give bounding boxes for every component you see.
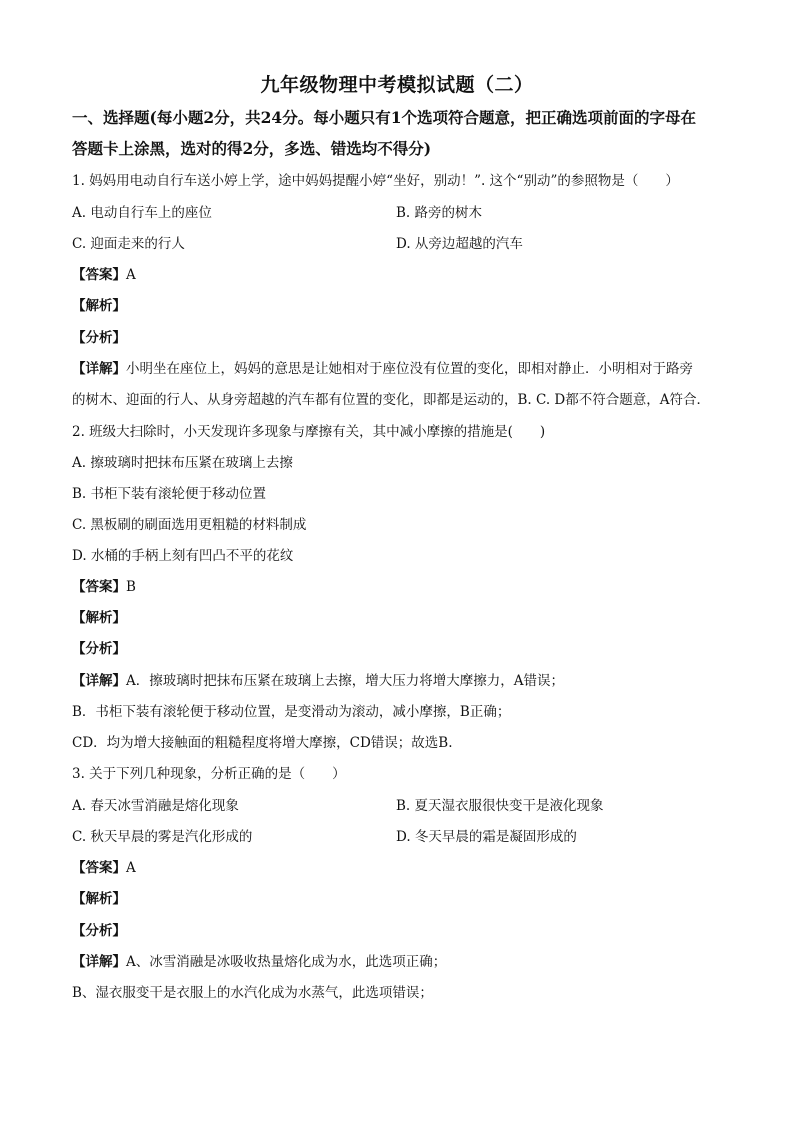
q1-option-b: B. 路旁的树木 [396,205,483,221]
q2-detail-line1 [72,671,564,691]
q1-fenxi-label: 【分析】 [72,330,126,346]
q1-answer-value: A [126,267,136,283]
q3-detail-text1: A、冰雪消融是冰吸收热量熔化成为水，此选项正确； [126,954,447,970]
q1-analysis-label: 【解析】 [72,298,126,314]
q1-detail-line2: 的树木、迎面的行人、从身旁超越的汽车都有位置的变化，即都是运动的，B. C. D都不符合题意，A符合． [72,392,711,408]
q2-detail-line3: CD．均为增大接触面的粗糙程度将增大摩擦，CD错误；故选B. [72,735,453,751]
q2-option-a: A. 擦玻璃时把抹布压紧在玻璃上去擦 [72,455,293,471]
section-header-line2: 答题卡上涂黑，选对的得2分，多选、错选均不得分) [72,139,432,158]
q3-option-d: D. 冬天早晨的霜是凝固形成的 [396,829,577,845]
q2-stem: 2. 班级大扫除时，小天发现许多现象与摩擦有关，其中减小摩擦的措施是( ) [72,424,546,440]
q1-answer-label: 【答案】 [72,267,126,283]
q2-detail-line2: B．书柜下装有滚轮便于移动位置，是变滑动为滚动，减小摩擦，B正确； [72,704,511,720]
q3-answer-value: A [126,860,136,876]
q2-answer [72,577,136,597]
q3-detail-line2: B、湿衣服变干是衣服上的水汽化成为水蒸气，此选项错误； [72,985,433,1001]
q3-option-a: A. 春天冰雪消融是熔化现象 [72,798,239,814]
q2-option-d: D. 水桶的手柄上刻有凹凸不平的花纹 [72,548,294,564]
q2-detail-text1: A．擦玻璃时把抹布压紧在玻璃上去擦，增大压力将增大摩擦力，A错误； [126,673,564,689]
q2-answer-value: B [126,579,136,595]
q1-option-c: C. 迎面走来的行人 [72,236,185,252]
q1-stem: 1. 妈妈用电动自行车送小婷上学，途中妈妈提醒小婷“坐好，别动！”. 这个“别动”的参照物是（ ） [72,173,679,189]
q3-option-c: C. 秋天早晨的雾是汽化形成的 [72,829,253,845]
q1-detail-line1 [72,359,693,379]
q3-option-b: B. 夏天湿衣服很快变干是液化现象 [396,798,604,814]
q3-detail-line1 [72,952,446,972]
q1-detail-text1: 小明坐在座位上，妈妈的意思是让她相对于座位没有位置的变化，即相对静止．小明相对于路旁 [126,361,693,377]
q2-option-b: B. 书柜下装有滚轮便于移动位置 [72,486,267,502]
q1-option-a: A. 电动自行车上的座位 [72,205,212,221]
q3-stem: 3. 关于下列几种现象，分析正确的是（ ） [72,766,346,782]
q1-detail-label: 【详解】 [72,361,126,377]
q3-fenxi-label: 【分析】 [72,923,126,939]
section-header-line1: 一、选择题(每小题2分，共24分。每小题只有1个选项符合题意，把正确选项前面的字母在 [72,108,696,127]
q3-detail-label: 【详解】 [72,954,126,970]
q2-option-c: C. 黑板刷的刷面选用更粗糙的材料制成 [72,517,307,533]
page-title: 九年级物理中考模拟试题（二） [260,74,534,96]
q2-fenxi-label: 【分析】 [72,641,126,657]
q2-answer-label: 【答案】 [72,579,126,595]
q1-option-d: D. 从旁边超越的汽车 [396,236,523,252]
q3-answer [72,858,136,878]
q2-detail-label: 【详解】 [72,673,126,689]
q3-answer-label: 【答案】 [72,860,126,876]
q2-analysis-label: 【解析】 [72,610,126,626]
q3-analysis-label: 【解析】 [72,891,126,907]
q1-answer [72,265,136,285]
